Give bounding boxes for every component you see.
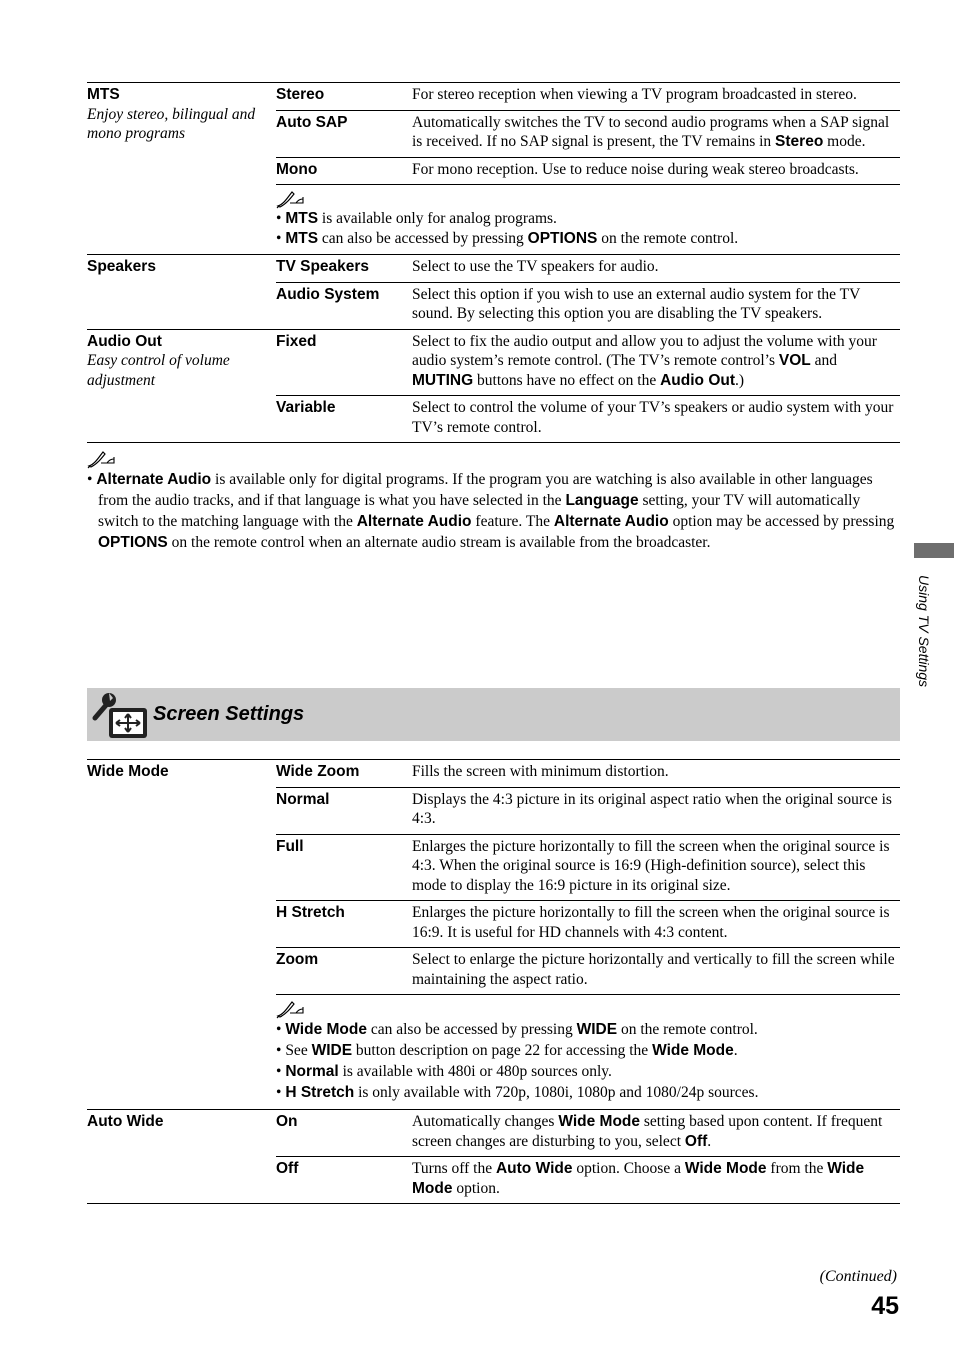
table-row bbox=[276, 835, 900, 902]
table-row bbox=[276, 788, 900, 835]
pencil-note-icon bbox=[276, 189, 306, 209]
list-item: • Alternate Audio is available only for digital programs. If the program you are watching is also available in other languages from the audio tracks, and if that language is what you have selected in the Language setting, your TV will automatically switch to the matching language with the Alternate Audio feature. The Alternate Audio option may be accessed by pressing OPTIONS on the remote control when an alternate audio stream is available from the broadcaster. bbox=[87, 471, 895, 551]
option-text: Automatically switches the TV to second audio programs when a SAP signal is received. If no SAP signal is present, the TV remains in Stereo mode. bbox=[412, 113, 890, 150]
section-title: Screen Settings bbox=[153, 703, 305, 725]
option-label: Zoom bbox=[276, 951, 319, 968]
page-number: 45 bbox=[871, 1292, 899, 1320]
option-text: Automatically changes Wide Mode setting based upon content. If frequent screen changes are disturbing to you, select Off. bbox=[412, 1113, 883, 1150]
table-row bbox=[276, 255, 900, 283]
table-row bbox=[276, 83, 900, 111]
option-label: Auto SAP bbox=[276, 113, 348, 131]
speakers-group bbox=[87, 255, 900, 330]
pencil-note-icon bbox=[276, 999, 306, 1019]
option-label: On bbox=[276, 1113, 298, 1130]
option-text: Select to control the volume of your TV’s speakers or audio system with your TV’s remote control. bbox=[412, 399, 894, 436]
option-text: For mono reception. Use to reduce noise during weak stereo broadcasts. bbox=[412, 160, 859, 178]
table-row bbox=[276, 1157, 900, 1203]
option-label: Variable bbox=[276, 399, 336, 416]
option-text: Select this option if you wish to use an external audio system for the TV sound. By selecting this option you are disabling the TV speakers. bbox=[412, 285, 860, 322]
table-row bbox=[276, 396, 900, 442]
list-item: • See WIDE button description on page 22 for accessing the Wide Mode. bbox=[276, 1042, 738, 1059]
table-row bbox=[276, 901, 900, 948]
table-row bbox=[276, 760, 900, 788]
option-label: H Stretch bbox=[276, 904, 345, 921]
screen-settings-table bbox=[87, 759, 900, 1204]
option-label: Mono bbox=[276, 160, 318, 178]
chapter-tab bbox=[914, 543, 954, 558]
mts-notes bbox=[276, 185, 900, 254]
audio-out-group bbox=[87, 330, 900, 444]
auto-wide-name: Auto Wide bbox=[87, 1113, 164, 1130]
option-text: For stereo reception when viewing a TV program broadcasted in stereo. bbox=[412, 86, 857, 103]
audio-settings-section bbox=[87, 82, 900, 553]
list-item: • Normal is available with 480i or 480p sources only. bbox=[276, 1063, 612, 1080]
option-label: Fixed bbox=[276, 332, 317, 350]
audio-out-desc: Easy control of volume adjustment bbox=[87, 352, 230, 389]
wrench-screen-icon bbox=[87, 690, 149, 740]
screen-settings-banner bbox=[87, 688, 900, 741]
table-row bbox=[276, 111, 900, 158]
pencil-note-icon bbox=[87, 449, 117, 469]
mts-desc: Enjoy stereo, bilingual and mono programs bbox=[87, 105, 256, 142]
auto-wide-group bbox=[87, 1110, 900, 1204]
option-text: Displays the 4:3 picture in its original aspect ratio when the original source is 4:3. bbox=[412, 790, 892, 827]
option-text: Select to fix the audio output and allow you to adjust the volume with your audio system’s remote control. (The TV’s remote control’s VOL and MUTING buttons have no effect on the Audio Out.) bbox=[412, 332, 877, 389]
wide-mode-name: Wide Mode bbox=[87, 763, 169, 780]
mts-group bbox=[87, 83, 900, 255]
table-row bbox=[276, 158, 900, 186]
option-label: Full bbox=[276, 837, 304, 855]
table-row bbox=[276, 330, 900, 397]
audio-out-name: Audio Out bbox=[87, 332, 162, 350]
table-row bbox=[276, 948, 900, 995]
option-label: TV Speakers bbox=[276, 258, 370, 275]
list-item: • Wide Mode can also be accessed by pressing WIDE on the remote control. bbox=[276, 1021, 758, 1038]
option-text: Enlarges the picture horizontally to fill the screen when the original source is 16:9. It is useful for HD channels with 4:3 content. bbox=[412, 904, 890, 941]
option-label: Wide Zoom bbox=[276, 763, 360, 780]
option-text: Select to use the TV speakers for audio. bbox=[412, 258, 659, 275]
wide-mode-group bbox=[87, 760, 900, 1110]
option-label: Stereo bbox=[276, 86, 325, 103]
mts-name: MTS bbox=[87, 86, 120, 103]
side-label: Using TV Settings bbox=[916, 575, 932, 688]
list-item: • H Stretch is only available with 720p, 1080i, 1080p and 1080/24p sources. bbox=[276, 1084, 759, 1101]
option-label: Audio System bbox=[276, 285, 380, 303]
alternate-audio-note bbox=[87, 449, 900, 553]
list-item: • MTS can also be accessed by pressing OPTIONS on the remote control. bbox=[276, 229, 739, 247]
continued-label: (Continued) bbox=[819, 1268, 897, 1285]
option-text: Turns off the Auto Wide option. Choose a Wide Mode from the Wide Mode option. bbox=[412, 1160, 865, 1197]
audio-settings-table bbox=[87, 82, 900, 443]
speakers-name: Speakers bbox=[87, 258, 156, 275]
wide-mode-notes bbox=[276, 995, 900, 1109]
option-text: Select to enlarge the picture horizontally and vertically to fill the screen while maintaining the aspect ratio. bbox=[412, 951, 895, 988]
table-row bbox=[276, 1110, 900, 1157]
option-label: Off bbox=[276, 1160, 299, 1177]
table-row bbox=[276, 283, 900, 329]
option-text: Enlarges the picture horizontally to fill the screen when the original source is 4:3. When the original source is 16:9 (High-definition source), select this mode to display the 16:9 picture in its original size. bbox=[412, 837, 890, 894]
option-text: Fills the screen with minimum distortion. bbox=[412, 763, 669, 780]
option-label: Normal bbox=[276, 790, 330, 808]
list-item: • MTS is available only for analog programs. bbox=[276, 210, 557, 227]
